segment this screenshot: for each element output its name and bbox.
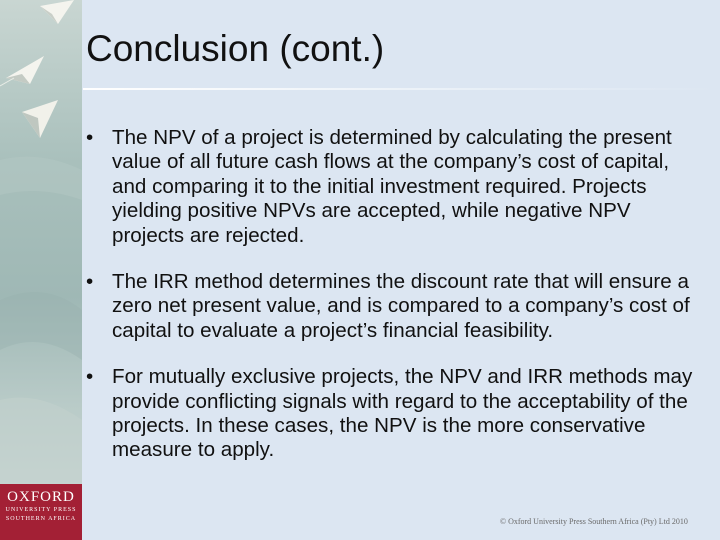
bullet-text: The IRR method determines the discount rate that will ensure a zero net present value, and is compared to a company’s cost of capital to evaluate a project’s financial feasibility. bbox=[112, 270, 690, 342]
logo-subtitle-1: UNIVERSITY PRESS bbox=[5, 507, 77, 513]
paper-plane-icon bbox=[40, 0, 74, 24]
oxford-logo bbox=[0, 484, 82, 540]
paper-plane-icon bbox=[0, 56, 44, 86]
bullet-marker: • bbox=[86, 270, 94, 294]
logo-wordmark: OXFORD bbox=[7, 489, 75, 505]
bullet-item bbox=[86, 270, 696, 343]
paper-plane-icon bbox=[22, 100, 58, 138]
logo-subtitle-2: SOUTHERN AFRICA bbox=[5, 516, 77, 522]
bullet-text: For mutually exclusive projects, the NPV and IRR methods may provide conflicting signals with regard to the acceptability of the projects. In these cases, the NPV is the more conservative measure to apply. bbox=[112, 365, 693, 462]
bullet-item bbox=[86, 126, 696, 248]
bullet-marker: • bbox=[86, 365, 94, 389]
decorative-side-strip bbox=[0, 0, 82, 540]
bullet-list bbox=[86, 126, 696, 463]
title-underline bbox=[83, 88, 720, 90]
copyright-notice: © Oxford University Press Southern Africa (Pty) Ltd 2010 bbox=[500, 517, 688, 526]
bullet-marker: • bbox=[86, 126, 94, 149]
bullet-text: The NPV of a project is determined by calculating the present value of all future cash flows at the company’s cost of capital, and comparing it to the initial investment required. Projects yielding positive NPVs are accepted, while negative NPV projects are rejected. bbox=[112, 126, 672, 247]
bullet-item bbox=[86, 365, 696, 463]
slide-title: Conclusion (cont.) bbox=[86, 28, 385, 69]
paper-planes-image bbox=[0, 0, 82, 484]
